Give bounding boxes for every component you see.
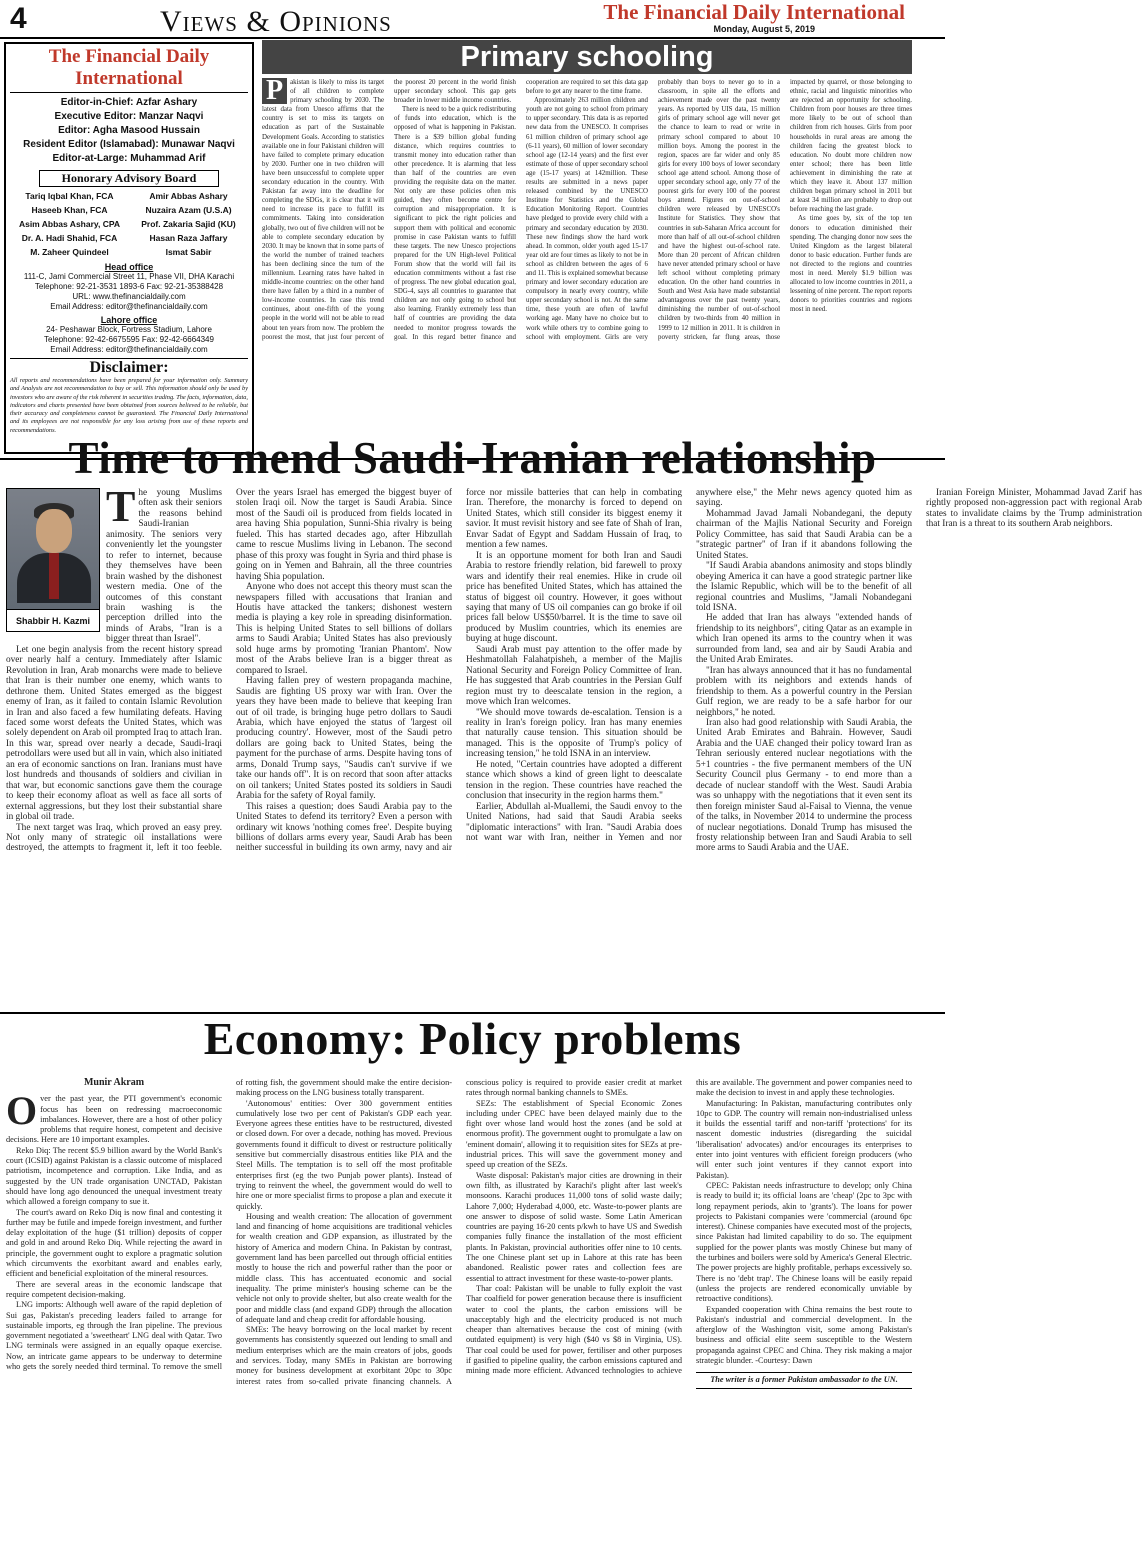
article-paragraph: "We should move towards de-escalation. Tension is a reality in Iran's foreign policy. Iran has many enemies that naturally cause tension. This situation should be managed. This is the opposite of Trump's policy of increasing tension," he told ISNA in an interview. (466, 707, 682, 760)
author-caption: Shabbir H. Kazmi (7, 609, 99, 631)
head-office-email: Email Address: editor@thefinancialdaily.com (50, 302, 208, 311)
article-paragraph: P akistan is likely to miss its target of all children to complete primary schooling by 2030. The latest data from Unesco affirms that the country is set to miss its targets on education as part of the Sustainable Development Goals. According to statistics available one in four Pakistani children will have failed to complete primary education by 2030. Further one in two children will have been unsuccessful to complete upper secondary education in the country. With Pakistan far away into the deadline for completing the SDGs, it is clear that it will need to increase its pace to fulfill its commitments. Taking into consideration globally, two out of five children will not be able to complete secondary education by 2030. It may be known that in some parts of the world the number of trained teachers has been declining since the turn of the millennium. Learning rates have halted in middle-income countries: on the other hand there have fallen by a third in a number of low-income countries. In case this trend continues, about one-fifth of the young people in the world will not be able to read about ten years from now. The problem the poorest the most, that just four percent of the poorest 20 percent in the world finish upper secondary school. This gap gets broader in lower middle income countries. (262, 75, 516, 341)
editor: Editor: Agha Masood Hussain (58, 125, 200, 136)
article-paragraph: The young Muslims often ask their seniors the reasons behind Saudi-Iranian animosity. The seniors very conveniently let the youngster to refer to internet, because they themselves have been brain washed by the dishonest western media. One of the outcomes of this constant brain washing is the perception drilled into the minds of Arabs, "Iran is a bigger threat than Israel". (106, 482, 222, 645)
article-paragraph: Waste disposal: Pakistan's major cities are drowning in their own filth, as illustrated by Karachi's plight after last week's monsoons. Karachi produces 11,000 tons of solid waste daily; Lahore 7,000; Hyderabad 4,000, etc. Waste-to-power plants are one answer to dispose of solid waste. Some Latin American countries are paying 16-20 cents p/kwh to have US and Swedish companies fully finance the installation of the most efficient plants. In Pakistan, provincial authorities offer nine to 10 cents. The one Chinese plant set up in Lahore at this rate has been abandoned. Realistic power rates and collection fees are essential to attract investment for these waste-to-power plants. (466, 1170, 682, 1283)
article-paragraph: He noted, "Certain countries have adopted a different stance which shows a kind of green light to deescalate tension in the region. These countries have reached the conclusion that insecurity in the region harms them." (466, 759, 682, 802)
article-paragraph: SMEs: The heavy borrowing on the local market by recent governments has consistently squeezed out lending to small and medium enterprises which are the main creators of jobs, goods and services. Today, many SMEs in Pakistan are borrowing money for business development at exorbitant 20pc to 30pc interest rates from so-called private financing channels. A conscious policy is required to provide easier credit at market rates through normal banking channels to SMEs. (236, 1078, 682, 1386)
drop-cap: T (106, 482, 136, 531)
disclaimer-title: Disclaimer: (10, 358, 248, 377)
article-paragraph: Saudi Arab must pay attention to the offer made by Heshmatollah Falahatpisheh, a member of the Majlis National Security and Foreign Policy Committee of Iran. He has suggested that Arab countries in the Persian Gulf region must try to deescalate tension in the region, a move which Iran welcomes. (466, 644, 682, 708)
saudi-iran-body (6, 482, 1142, 860)
advisory-board-title: Honorary Advisory Board (39, 170, 219, 187)
resident-editor: Resident Editor (Islamabad): Munawar Naqvi (23, 139, 235, 150)
byline: Munir Akram (83, 1077, 145, 1088)
editorial-paper-name: The Financial Daily International (10, 46, 248, 93)
head-office-address: 111-C, Jami Commercial Street 11, Phase VII, DHA Karachi (23, 272, 235, 281)
section-title: Views & Opinions (160, 5, 392, 38)
saudi-iran-headline: Time to mend Saudi-Iranian relationship (68, 433, 877, 483)
issue-date: Monday, August 5, 2019 (713, 24, 815, 34)
editorial-box (4, 42, 254, 454)
article-paragraph: As time goes by, six of the top ten donors to education diminished their spending. The changing donor now sees the United Kingdom as the largest bilateral donor to basic education. Further funds are not directed to the regions and countries most in need. Merely $1.9 billion was allocated to low income countries in 2011, a lessening of nine percent. The report reports donors to priorities countries and regions most in need. (790, 215, 912, 314)
editor-at-large: Editor-at-Large: Muhammad Arif (52, 153, 206, 164)
article-paragraph: He added that Iran has always "extended hands of friendship to its neighbors", citing Qatar as an example in which Iran opened its arms to the country when it was surrounded from land, sea and air by Saudi Arabia and the United Arab Emirates. (696, 613, 912, 666)
article-paragraph: There are several areas in the economic landscape that require competent decision-making. (6, 1279, 222, 1299)
drop-cap: P (262, 78, 287, 104)
head-office-url: URL: www.thefinancialdaily.com (72, 292, 186, 301)
advisory-member: Tariq Iqbal Khan, FCA (25, 191, 114, 201)
article-paragraph: Expanded cooperation with China remains the best route to Pakistan's industrial and commercial development. In the afterglow of the Washington visit, some among Pakistan's business and official elite seem susceptible to the Western propaganda against CPEC and China. They risk making a major strategic blunder. -Courtesy: Dawn (696, 1304, 912, 1366)
article-paragraph: Iranian Foreign Minister, Mohammad Javad Zarif has rightly proposed non-aggression pact with regional Arab states to invalidate claims by the Trump administration that Iran is a threat to its southern Arab neighbors. (926, 488, 1142, 530)
editor-in-chief: Editor-in-Chief: Azfar Ashary (60, 97, 198, 108)
lahore-office-phone: Telephone: 92-42-6675595 Fax: 92-42-6664349 (44, 335, 214, 344)
article-paragraph: Housing and wealth creation: The allocation of government land and financing of home acquisitions are traditional vehicles for wealth creation and GDP expansion, as illustrated by the history of America and modern China. In Pakistan by contrast, government land has been parcelled out through official entities mostly to house the rich and powerful rather than the poor or middle class. This has accentuated economic and social inequality. The prime minister's housing scheme can be the vehicle not only to provide shelter, but also create wealth for the poor and middle class (and expand GDP) through the allocation of adequate land and cheap credit for affordable housing. (236, 1211, 452, 1324)
article-paragraph: Anyone who does not accept this theory must scan the newspapers filled with accusations that Iranian and Houtis have attacked the tankers; dishonest western media is playing a key role in spreading disinformation. This is helping United States to sell billions of dollars arms to Saudi Arabia; United States has also previously sold huge arms by promoting 'Iranian Phantom'. Now most of the Arabs believe Iran is a bigger threat as compared to Israel. (236, 582, 452, 676)
lahore-office-email: Email Address: editor@thefinancialdaily.com (50, 345, 208, 354)
article-paragraph: The next target was Iraq, which proved an easy prey. Not only many of strategic oil installations were destroyed, the attempts to fragment it, left it too feeble. Over the years Israel has emerged the biggest buyer of stolen Iraqi oil. Now the target is Saudi Arabia. Since most of the Saudi oil is produced from fields located in area having Shia population, Sunni-Shia rivalry is being fueled. This has started decades ago, after Hibzullah came to rescue Muslims living in Lebanon. The second phase of this proxy was fought in Syria and third phase is going on in Yemen and Bahrain, all the three countries having Shia population. (6, 488, 452, 854)
article-paragraph: Over the past year, the PTI government's economic focus has been on redressing macroeconomic imbalances. However, there are a host of other policy problems that require honest, competent and decisive decisions. Here are 10 important examples. (6, 1088, 222, 1145)
executive-editor: Executive Editor: Manzar Naqvi (54, 111, 204, 122)
advisory-member: Haseeb Khan, FCA (31, 205, 108, 215)
article-paragraph: Iran also had good relationship with Saudi Arabia, the United Arab Emirates and Bahrain. However, Saudi Arabia and the UAE changed their policy toward Iran as Tehran seriously entered nuclear negotiations with the 5+1 countries - the five permanent members of the UN Security Council plus Germany - to end more than a decade of nuclear standoff with the West. Saudi Arabia was so unhappy with the negotiations that it even sent its then foreign minister Saud al-Faisal to Vienna, the venue of the talks, in November 2014 to undermine the process of nuclear negotiations. Donald Trump has misused the frosty relationship between Iran and Saudi Arabia to sell more arms to Saudi Arabia and the UAE. (696, 717, 912, 854)
advisory-member: Nuzaira Azam (U.S.A) (145, 205, 232, 215)
article-paragraph: The court's award on Reko Diq is now final and contesting it further may be futile and impede foreign investment, and further delay exploitation of the huge ($1 trillion) deposits of copper and gold in and around Reko Diq. While rejecting the award in principle, the government ought to explore a pragmatic solution which circumvents the exorbitant award and enables early, efficient and beneficial exploitation of the mineral resources. (6, 1207, 222, 1279)
advisory-board-list (10, 189, 248, 259)
article-paragraph: Manufacturing: In Pakistan, manufacturing contributes only 10pc to GDP. The country will remain non-industrialised unless it builds the essential tariff and non-tariff 'protections' for its nascent domestic industries (disregarding the suicidal 'liberalisation' advocates) and/or encourages its enterprises to enter into joint ventures with efficient foreign producers (who will enter such joint ventures if they cannot export into Pakistan). (696, 1098, 912, 1180)
lahore-office-address: 24- Peshawar Block, Fortress Stadium, Lahore (46, 325, 212, 334)
disclaimer-text: All reports and recommendations have been prepared for your information only. Summary and Analysis are not recommendation to buy or sell. This information should only be used by investors who are aware of the risk inherent in securities trading. The facts, information, data, indicators and charts presented have been obtained from sources believed to be reliable, but their accuracy and completeness cannot be guaranteed. The Financial Daily International and its employees are not responsible for any loss arising from use of these reports and recommendations. (10, 377, 248, 434)
article-paragraph: Thar coal: Pakistan will be unable to fully exploit the vast Thar coalfield for power generation because there is insufficient water to cool the plants, the carbon emissions will be unacceptably high and the electricity produced is not much cheaper than alternatives because the cost of mining (with outdated equipment) is very high ($40 vs $8 in Virginia, US). Thar coal could be used for power, fertiliser and other purposes if gasified to pipeline quality, the carbon emissions captured and mining made more efficient. Advanced technologies to achieve this are available. The government and power companies need to make the decision to invest in and apply these technologies. (466, 1078, 912, 1376)
header-rule (0, 37, 945, 39)
lahore-office-title: Lahore office (100, 315, 158, 325)
article-paragraph: Reko Diq: The recent $5.9 billion award by the World Bank's court (ICSID) against Pakistan is a classic outcome of misplaced patriotism, incompetence and corruption. Like India, and as suggested by the UN trade organisation UNCTAD, Pakistan should have long ago denounced the unequal investment treaty which allowed a foreign company to sue it. (6, 1145, 222, 1207)
article-paragraph: Having fallen prey of western propaganda machine, Saudis are fighting US proxy war with Iran. Over the years they have been made to believe that keeping Iran out of oil trade, is bringing huge petro dollars to Saudi Arabia, which have enjoyed the status of 'largest oil producing country'. However, most of the Saudi petro dollars are going back to United States, being the payment for the purchase of arms. Despite having tons of arms, Donald Trump says, "Saudis can't survive if we take our hands off". It is on record that soon after attacks on oil tankers; United States posted its soldiers in Saudi Arabia for the safety of Royal family. (236, 676, 452, 802)
advisory-member: Dr. A. Hadi Shahid, FCA (21, 233, 118, 243)
article-paragraph: It is an opportune moment for both Iran and Saudi Arabia to restore friendly relation, bid farewell to proxy wars and identify their real enemies. Hike in crude oil price has benefited United States, which has attained the status of biggest oil country. However, it goes without saying that many of US oil companies can go broke if oil prices fall below US$50/barrel. It is the time to save oil produced by Muslim countries, which its enemies are buying at huge discount. (466, 550, 682, 645)
advisory-member: Asim Abbas Ashary, CPA (18, 219, 121, 229)
article-paragraph: Approximately 263 million children and youth are not going to school from primary to upper secondary. This data is as reported new data from the UNESCO. It comprises 61 million children of primary school age (6-11 years), 60 million of lower secondary school age (12-14 years) and the first ever estimate of those of upper secondary school age (15-17 years) at 142million. These results are submitted in a news paper released combined by the UNESCO Institute for Statistics and the Global Education Monitoring Report. Countries have pledged to provide every child with a primary and secondary education by 2030. These new findings show the hard work ahead. In common, older youth aged 15-17 year old are four times as likely to not be in school as children between the ages of 6 and 11. This is explained somewhat because primary and lower secondary education are compulsory in nearly every country, while upper secondary school is not. At the same time, these youth are often of lawful working age. Many have no choice but to work while others try to combine going to school with employment. Girls are very probably than boys to never go to in a classroom, in spite all the efforts and achievement made over the past twenty years. As reported by UIS data, 15 million girls of primary school age will never get the chance to learn to read or write in primary school compared to about 10 million boys. Among the poorest in the region, spaces are far wider and only 85 girls for every 100 boys of lower secondary school age attend school. Among those of upper secondary school age, only 77 of the poorest girls for every 100 of the poorest boys attend. Figures on out-of-school children were released by UNESCO's Institute for Statistics. They show that countries in sub-Saharan Africa account for more than half of all out-of-school children and have the highest out-of-school rate. More than 20 percent of African children have never attended primary school or have left school without completing primary education. On the other hand countries in South and West Asia have made substantial advantageous over the past twenty years, diminishing the number of out-of-school children by two-thirds from 40 million in 1999 to 12 million in 2011. It is children in poverty stricken, far flung areas, those impacted by quarrel, or those belonging to ethnic, racial and linguistic minorities who are rejected an opportunity for schooling. Children from poor houses are three times more likely to be out of school than children from rich houses. Girls from poor households in rural areas are among the children facing the greatest block to education. No doubt more children now enter school; there has been little achievement in diminishing the rate at which they leave it. About 137 million children began primary school in 2011 but at least 34 million are probably to drop out before reaching the last grade. (526, 79, 912, 341)
article-paragraph: SEZs: The establishment of Special Economic Zones including under CPEC have been delayed mainly due to the fight over whose land would host the zones (and be sold at enormous profit). The government ought to promulgate a law on 'eminent domain', allowing it to requisition sites for SEZs at pre-industrial prices. This will save the government money and speed up creation of the SEZs. (466, 1098, 682, 1170)
writer-note: The writer is a former Pakistan ambassador to the UN. (696, 1372, 912, 1388)
head-office-title: Head office (104, 262, 154, 272)
advisory-member: Prof. Zakaria Sajid (KU) (141, 219, 236, 229)
primary-schooling-body (262, 75, 912, 456)
article-paragraph: Earlier, Abdullah al-Muallemi, the Saudi envoy to the United Nations, had said that Saudi Arabia seeks "diplomatic interactions" with Iran. "Saudi Arabia does not want war with Iran, neither in Yemen and nor anywhere else," the Mehr news agency quoted him as saying. (466, 488, 912, 843)
article-paragraph: "Iran has always announced that it has no fundamental problem with its neighbors and extends hands of friendship to them. As a powerful country in the Persian Gulf region, we are ready to be a safe harbor for our neighbors," he noted. (696, 665, 912, 718)
page-number: 4 (10, 2, 27, 35)
economy-body (6, 1078, 912, 1548)
drop-cap: O (6, 1088, 38, 1134)
article-paragraph: Let one begin analysis from the recent history spread over nearly half a century. Immediately after Islamic Revolution in Iran, Arab monarchs were made to believe that Iran is their number one enemy, which wants to dethrone them. United States emerged as the biggest enemy of Iran, as it failed to contain Islamic Revolution in Iran and also faced a few humilating defeats. Having faced some worst defeats the United States, which was solely dependent on Arab oil prompted Iraq to attach Iran. In this war, spread over nearly a decade, Saudi-Iraqi petrodollars were used but all in vain, which also initiated an era of economic sanctions on Iran. Iranians must have lost hundreds and thousands of soldiers and civilian in that war, but economic sanctions gave them the courage to keep their economy afloat as well as face all sorts of external aggressions, but they lost their substantial share in global oil trade. (6, 644, 222, 823)
article-paragraph: "If Saudi Arabia abandons animosity and stops blindly obeying America it can have a good strategic partner like the Islamic Republic, which will be to the benefit of all regional countries and Muslims, "Jamali Nobandegani told ISNA. (696, 561, 912, 613)
masthead: The Financial Daily International (603, 0, 905, 24)
head-office-phone: Telephone: 92-21-3531 1893-6 Fax: 92-21-35388428 (34, 282, 224, 291)
article-paragraph: 'Autonomous' entities: Over 300 government entities cumulatively lose two per cent of Pakistan's GDP each year. Everyone agrees these entities have to be restructured, divested or closed down. For over a decade, nothing has moved. Previous governments found it difficult to divest or restructure politically sensitive but commercially disastrous entities like PIA and the Steel Mills. The temptation is to sell off the most profitable enterprises first (eg the two Punjab power plants). Instead of trying to reinvent the wheel, the government would do well to hire one or more specialist firms to propose a plan and execute it quickly. (236, 1098, 452, 1211)
economy-headline: Economy: Policy problems (203, 1013, 742, 1064)
advisory-member: Hasan Raza Jaffary (149, 233, 228, 243)
advisory-member: Amir Abbas Ashary (149, 191, 228, 201)
article-paragraph: There is need to be a quick redistributing of funds into education, which is the opposed of what is happening in Pakistan. There is a $39 billion global funding distance, which requires countries to transmit money into education rather than other precedence. It is alarming that less than half of the countries are even providing the requisite data on the matter. Not only are these policies often mis guided, they often become centre for corruption and misappropriation. It is significant to pick the right policies and support them with political and economic promise in case Pakistan wants to fulfill these targets. The new Unesco projections prepared for the UN High-level Political Forum show that the world will fail its education commitments without a fast rise of progress. The new global education goal, SDG-4, says all countries to guarantee that children are not only going to school but also learning. Frankly extremely less than half of countries are providing the data needed to monitor progress towards the goal. In this regard better finance and cooperation are required to set this data gap before to get any nearer to the time frame. (394, 79, 648, 341)
article-paragraph: CPEC: Pakistan needs infrastructure to develop; only China is ready to build it; its official loans are 'cheap' (2pc to 3pc with long repayment periods, akin to 'grants'). The loans for power projects to Pakistani companies were 'commercial (around 6pc interest). Chinese companies have executed most of the projects, since Pakistan had limited capability to do so. The equipment supplied for the power plants was mostly Chinese but many of the turbines and boilers were sold by America's General Electric. The power projects are highly profitable, perhaps excessively so. There is no 'debt trap'. The Chinese loans will be easily repaid (unless the projects are rendered economically unviable by retroactive conditions). (696, 1180, 912, 1304)
article-paragraph: Mohammad Javad Jamali Nobandegani, the deputy chairman of the Majlis National Security and Foreign Policy Committee, has said that Saudi Arabia can be a "strategic partner" of Iran if it abandons following the United States. (696, 508, 912, 561)
advisory-member: Ismat Sabir (165, 247, 212, 257)
primary-schooling-headline: Primary schooling (262, 40, 912, 74)
article-paragraph: LNG imports: Although well aware of the rapid depletion of Sui gas, Pakistan's preceding leaders failed to arrange for sustainable imports, eg through the Iran pipeline. The previous government negotiated a 'sweetheart' LNG deal with Qatar. Two LNG terminals were assigned in an equally opaque exercise. Now, an intricate game appears to be underway to determine who gets the sorely needed third terminal. To remove the smell of rotting fish, the government should make the entire decision-making process on the LNG business totally transparent. (6, 1078, 452, 1372)
article-paragraph: This raises a question; does Saudi Arabia pay to the United States to defend its territory? Even a person with ordinary wit knows 'nothing comes free'. Despite buying billions of dollars arms every year, Saudi Arab has been neither successful in building its own army, navy and air force nor missile batteries that can help in combating Iran. Therefore, the monarchy is forced to depend on United States, which still consider its biggest enemy it savior. It must revisit history and see fate of Shah of Iran, Envar Sadat of Egypt and Saddam Hussain of Iraq, to mention a few names. (236, 488, 682, 854)
advisory-member: M. Zaheer Quindeel (30, 247, 109, 257)
